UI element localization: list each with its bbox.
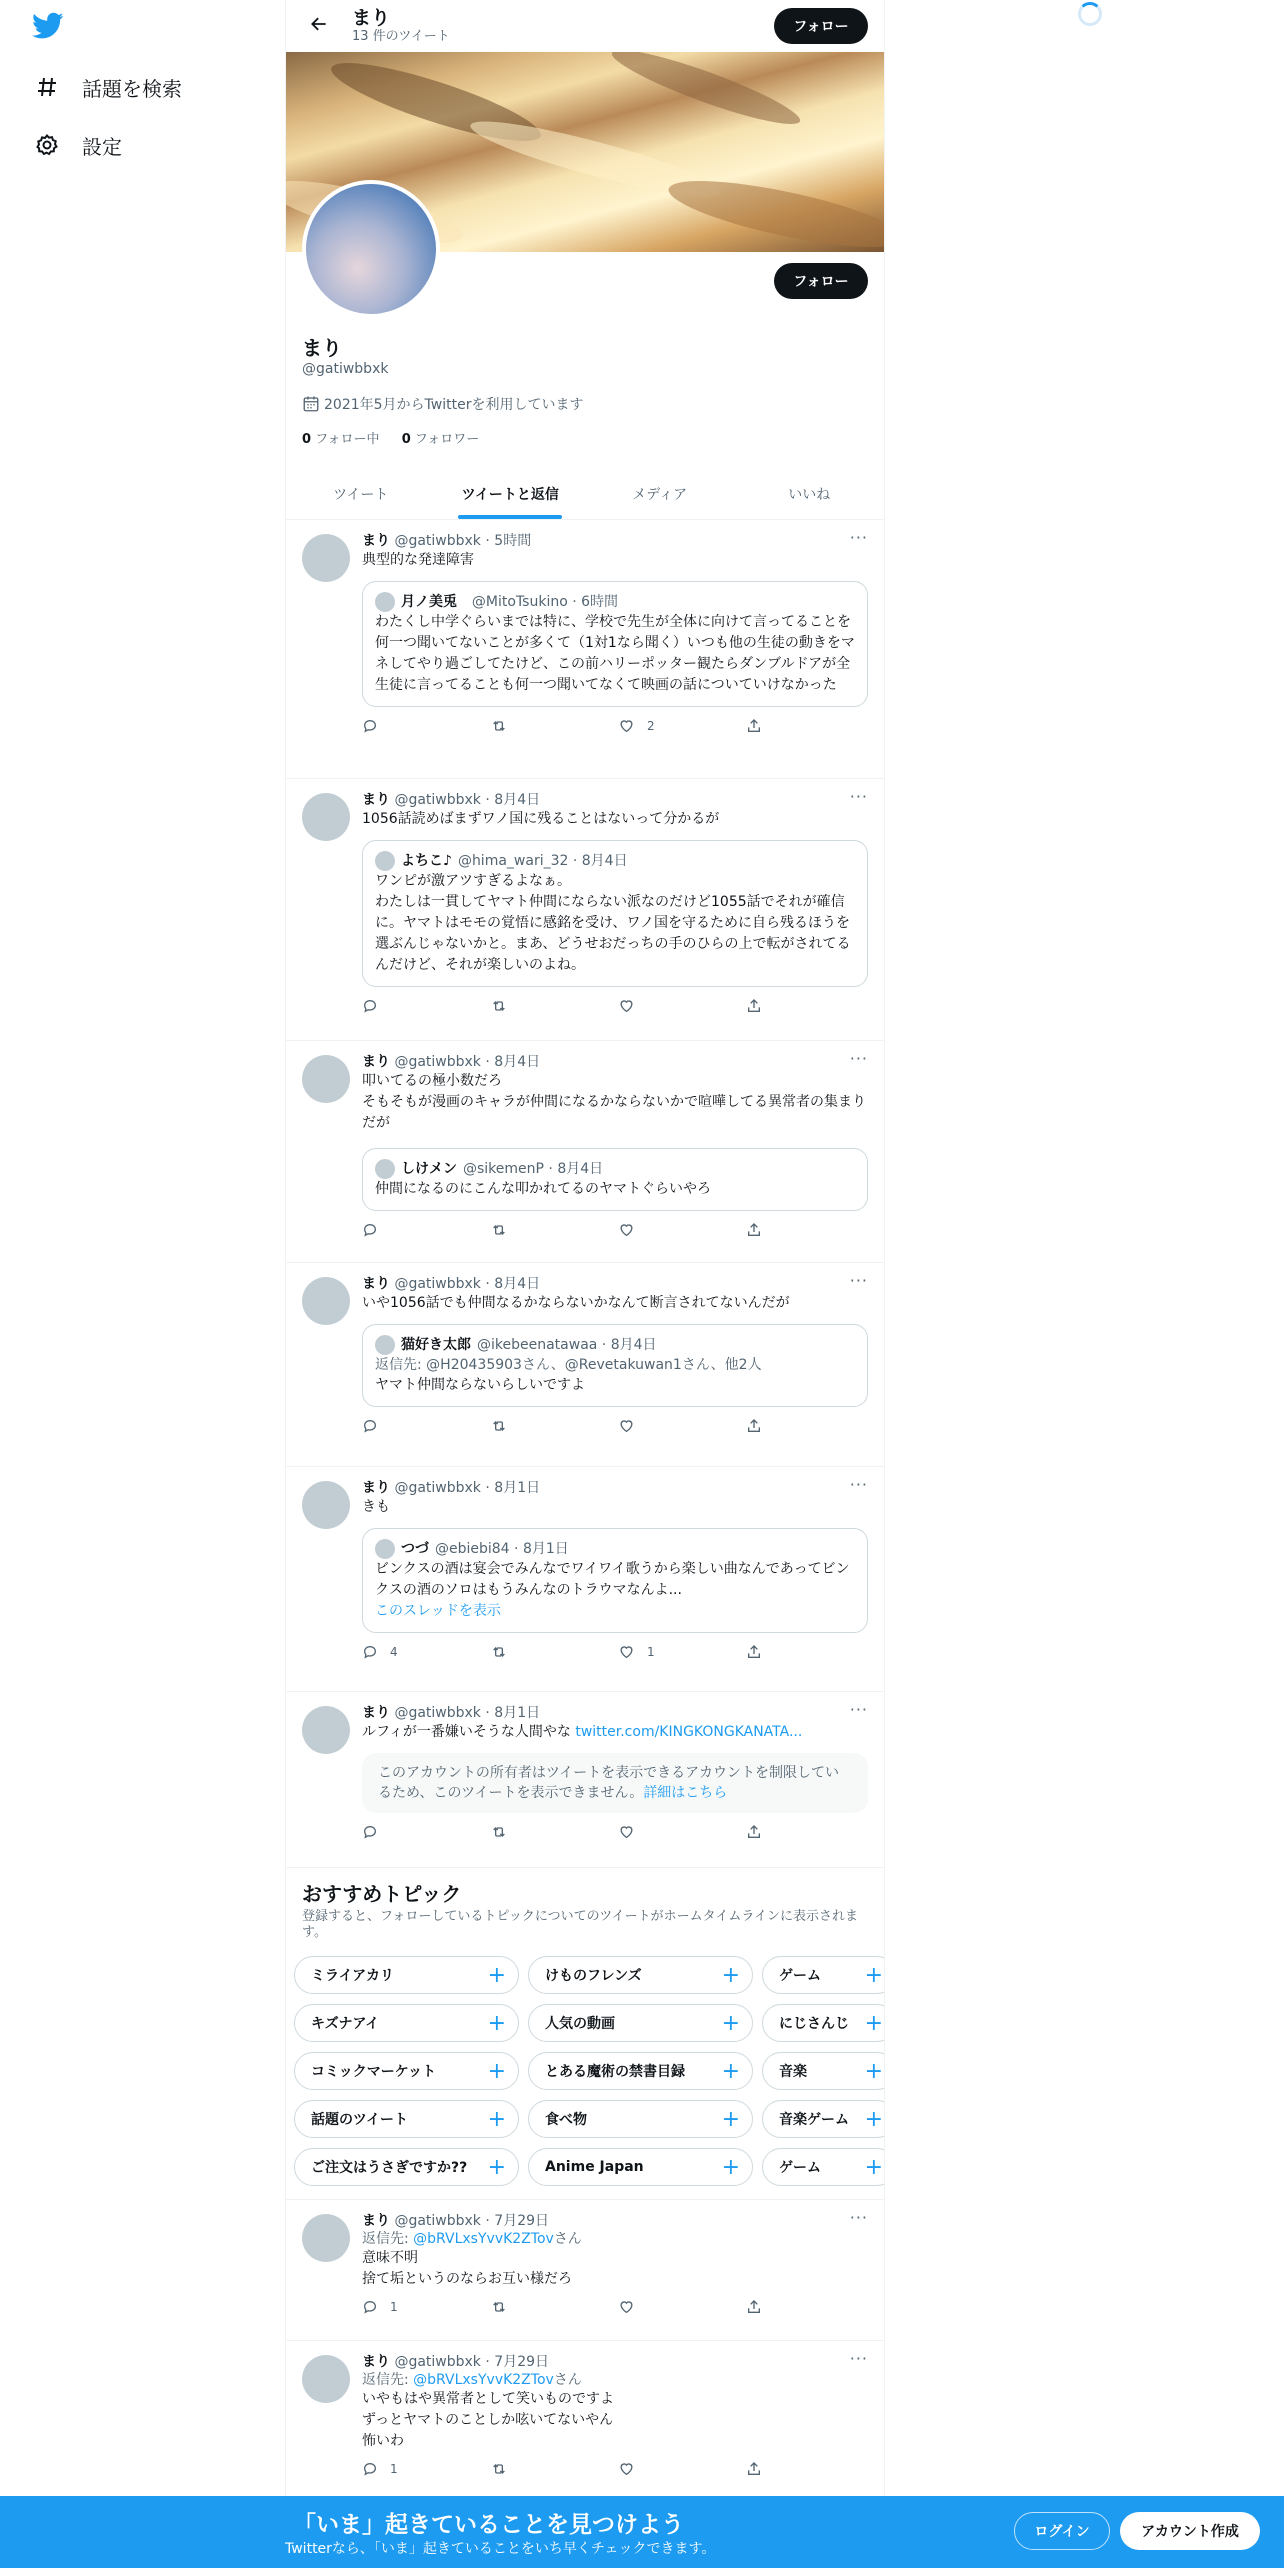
- heart-icon: [618, 998, 635, 1014]
- author-handle[interactable]: @gatiwbbxk: [394, 533, 481, 549]
- plus-icon: +: [864, 1962, 883, 1988]
- tweet-text: いや1056話でも仲間なるかならないかなんて断言されてないんだが: [362, 1295, 790, 1311]
- share-button[interactable]: [746, 2461, 786, 2477]
- reply-icon: [362, 2461, 378, 2477]
- tweet[interactable]: [286, 779, 884, 1041]
- tweet-actions: [362, 2452, 786, 2486]
- tweet-header: まり @gatiwbbxk · 8月4日: [362, 1054, 541, 1070]
- retweet-button[interactable]: [490, 2461, 530, 2477]
- quote-author-name: しけメン: [401, 1161, 457, 1177]
- quote-header: しけメン @sikemenP · 8月4日: [375, 1159, 855, 1179]
- tweet-time[interactable]: 8月4日: [494, 1276, 541, 1292]
- tab-likes[interactable]: いいね: [788, 486, 831, 503]
- retweet-icon: [490, 1644, 508, 1660]
- tweet-text: いやもはや異常者として笑いものですよ ずっとヤマトのことしか呟いてないやん 怖いわ: [362, 2391, 614, 2449]
- signup-banner: [0, 2496, 1284, 2568]
- retweet-button[interactable]: [490, 1222, 530, 1238]
- tweet-actions: [362, 707, 786, 745]
- quoted-tweet[interactable]: [362, 581, 868, 707]
- topic-pill[interactable]: [528, 2052, 753, 2090]
- author-handle[interactable]: @gatiwbbxk: [394, 792, 481, 808]
- quote-author-name: つづ: [401, 1541, 429, 1557]
- topic-pill[interactable]: [762, 2052, 884, 2090]
- tweet-text: 叩いてるの極小数だろ そもそもが漫画のキャラが仲間になるかならないかで喧嘩してる異常者の集まりだが: [362, 1073, 866, 1131]
- tweet-actions: [362, 1407, 786, 1445]
- quote-author-handle: @hima_wari_32: [457, 853, 569, 869]
- reply-icon: [362, 1644, 378, 1660]
- author-name[interactable]: まり: [362, 1276, 390, 1292]
- reply-button[interactable]: [362, 2299, 402, 2315]
- gear-icon: [32, 130, 62, 160]
- calendar-icon: [302, 395, 320, 413]
- profile-info: [286, 336, 884, 447]
- avatar: [375, 1159, 395, 1179]
- tweet-time[interactable]: 8月4日: [494, 1054, 541, 1070]
- share-button[interactable]: [746, 1418, 786, 1434]
- reply-to-handle[interactable]: @bRVLxsYvvK2ZTov: [413, 2372, 554, 2388]
- share-icon: [746, 718, 762, 734]
- plus-icon: +: [721, 2010, 740, 2036]
- nav-explore[interactable]: [32, 67, 182, 107]
- tab-tweets[interactable]: ツイート: [333, 486, 389, 503]
- banner-subtext: Twitterなら、「いま」起きていることをいち早くチェックできます。: [285, 2541, 716, 2557]
- plus-icon: +: [721, 2154, 740, 2180]
- retweet-icon: [490, 1222, 508, 1238]
- tweet-time[interactable]: 7月29日: [494, 2354, 550, 2370]
- avatar[interactable]: [302, 534, 350, 582]
- plus-icon: +: [721, 1962, 740, 1988]
- more-options-icon[interactable]: ···: [849, 2208, 868, 2227]
- topic-label: キズナアイ: [311, 2016, 380, 2032]
- like-button[interactable]: [618, 1644, 658, 1660]
- topic-row: [294, 2100, 884, 2138]
- quote-text: ビンクスの酒は宴会でみんなでワイワイ歌うから楽しい曲なんであってビンクスの酒のソロはもうみんなのトラウマなんよ...: [375, 1561, 850, 1598]
- tweet-time[interactable]: 8月4日: [494, 792, 541, 808]
- retweet-icon: [490, 2461, 508, 2477]
- more-options-icon[interactable]: ···: [849, 1271, 868, 1290]
- avatar: [375, 1539, 395, 1559]
- topic-row: [294, 1956, 884, 1994]
- tweet-header: まり @gatiwbbxk · 8月1日: [362, 1705, 541, 1721]
- topic-pill[interactable]: [528, 2004, 753, 2042]
- heart-icon: [618, 1824, 635, 1840]
- quote-time: 8月1日: [522, 1541, 569, 1557]
- reply-button[interactable]: [362, 718, 402, 734]
- quote-header: 猫好き太郎 @ikebeenatawaa · 8月4日: [375, 1335, 855, 1355]
- plus-icon: +: [864, 2058, 883, 2084]
- following-link[interactable]: [302, 432, 380, 447]
- reply-icon: [362, 1418, 378, 1434]
- header-title: まり: [352, 7, 391, 29]
- retweet-button[interactable]: [490, 1824, 530, 1840]
- reply-to-line: [362, 2230, 868, 2248]
- tweet-header: まり @gatiwbbxk · 7月29日: [362, 2354, 550, 2370]
- avatar[interactable]: [302, 1277, 350, 1325]
- heart-icon: [618, 2299, 635, 2315]
- topic-pill[interactable]: [762, 2004, 884, 2042]
- author-handle[interactable]: @gatiwbbxk: [394, 1054, 481, 1070]
- tweet-link[interactable]: twitter.com/KINGKONGKANATA...: [575, 1724, 803, 1740]
- signup-button[interactable]: アカウント作成: [1120, 2512, 1260, 2550]
- topic-pill[interactable]: [762, 2100, 884, 2138]
- tweet-text: きも: [362, 1499, 390, 1515]
- quote-text: ワンピが激アツすぎるよなぁ。 わたしは一貫してヤマト仲間にならない派なのだけど1055話でそれが確信に。ヤマトはモモの覚悟に感銘を受け、ワノ国を守るために自ら残るほうを選ぶんじゃないかと。まあ、どうせおだっちの手のひらの上で転がされてるんだけど、それが楽しいのよね。: [375, 873, 851, 973]
- author-name[interactable]: まり: [362, 792, 390, 808]
- heart-icon: [618, 1418, 635, 1434]
- joined-date: [302, 394, 868, 414]
- reply-count: 4: [390, 1645, 398, 1659]
- reply-prefix: 返信先:: [362, 2231, 414, 2247]
- tweet-time[interactable]: 8月1日: [494, 1480, 541, 1496]
- nav-settings[interactable]: [32, 125, 122, 165]
- reply-tweet[interactable]: [286, 2341, 884, 2501]
- share-button[interactable]: [746, 718, 786, 734]
- tweet[interactable]: [286, 1263, 884, 1467]
- heart-icon: [618, 1222, 635, 1238]
- quote-text: 仲間になるのにこんな叩かれてるのヤマトぐらいやろ: [375, 1181, 711, 1197]
- author-handle[interactable]: @gatiwbbxk: [394, 1705, 481, 1721]
- reply-button[interactable]: [362, 2461, 402, 2477]
- avatar[interactable]: [302, 2355, 350, 2403]
- reply-tweet[interactable]: [286, 2200, 884, 2341]
- quote-reply-to: 返信先: @H20435903さん、@Revetakuwan1さん、他2人: [375, 1357, 762, 1373]
- reply-to-line: [362, 2371, 868, 2389]
- author-name[interactable]: まり: [362, 533, 390, 549]
- topic-row: [294, 2052, 884, 2090]
- retweet-icon: [490, 998, 508, 1014]
- quote-header: よちこ♪ @hima_wari_32 · 8月4日: [375, 851, 855, 871]
- topic-pill[interactable]: [762, 1956, 884, 1994]
- topic-label: 音楽: [779, 2064, 807, 2080]
- plus-icon: +: [487, 1962, 506, 1988]
- share-button[interactable]: [746, 1644, 786, 1660]
- author-handle[interactable]: @gatiwbbxk: [394, 1276, 481, 1292]
- learn-more-link[interactable]: 詳細はこちら: [643, 1785, 728, 1801]
- nav-explore-label: 話題を検索: [82, 76, 182, 101]
- heart-icon: [618, 1644, 635, 1660]
- quote-author-name: 月ノ美兎: [401, 594, 457, 610]
- reply-button[interactable]: [362, 1644, 402, 1660]
- avatar[interactable]: [302, 1055, 350, 1103]
- plus-icon: +: [721, 2058, 740, 2084]
- quoted-tweet[interactable]: [362, 840, 868, 987]
- topic-label: 食べ物: [545, 2112, 587, 2128]
- plus-icon: +: [487, 2154, 506, 2180]
- tweet[interactable]: [286, 520, 884, 779]
- topic-label: 音楽ゲーム: [779, 2112, 849, 2128]
- author-name[interactable]: まり: [362, 1705, 390, 1721]
- tab-media[interactable]: メディア: [632, 486, 688, 503]
- profile-header-bar: [286, 0, 884, 52]
- plus-icon: +: [864, 2010, 883, 2036]
- quote-header: つづ @ebiebi84 · 8月1日: [375, 1539, 855, 1559]
- like-button[interactable]: [618, 998, 658, 1014]
- banner-headline: 「いま」起きていることを見つけよう: [293, 2512, 684, 2538]
- like-button[interactable]: [618, 1418, 658, 1434]
- tweet-actions: [362, 1211, 786, 1249]
- retweet-icon: [490, 718, 508, 734]
- avatar[interactable]: [302, 793, 350, 841]
- topic-label: ゲーム: [779, 1968, 821, 1984]
- plus-icon: +: [864, 2106, 883, 2132]
- author-name[interactable]: まり: [362, 1054, 390, 1070]
- tweet-actions: [362, 987, 786, 1025]
- plus-icon: +: [864, 2154, 883, 2180]
- tweet-count: 13 件のツイート: [352, 29, 450, 44]
- hashtag-icon: [32, 72, 62, 102]
- like-button[interactable]: [618, 2299, 658, 2315]
- share-button[interactable]: [746, 998, 786, 1014]
- heart-icon: [618, 718, 635, 734]
- tweet[interactable]: [286, 1041, 884, 1263]
- reply-icon: [362, 1222, 378, 1238]
- share-icon: [746, 2299, 762, 2315]
- avatar[interactable]: [302, 1481, 350, 1529]
- followers-label: フォロワー: [414, 432, 480, 447]
- reply-icon: [362, 2299, 378, 2315]
- quote-text: ヤマト仲間ならないらしいですよ: [375, 1377, 585, 1393]
- more-options-icon[interactable]: ···: [849, 528, 868, 547]
- tweet-actions: [362, 2290, 786, 2324]
- topic-row: [294, 2148, 884, 2186]
- quote-author-handle: @ebiebi84: [435, 1541, 510, 1557]
- quote-time: 8月4日: [557, 1161, 604, 1177]
- follow-counts: [302, 428, 868, 447]
- tweet-text-body: ルフィが一番嫌いそうな人間やな: [362, 1724, 576, 1740]
- tweet-header: まり @gatiwbbxk · 8月1日: [362, 1480, 541, 1496]
- tweet-header: まり @gatiwbbxk · 5時間: [362, 533, 532, 549]
- tweet-text: 典型的な発達障害: [362, 552, 474, 568]
- profile-name: まり: [302, 336, 342, 360]
- show-thread-link[interactable]: このスレッドを表示: [375, 1603, 501, 1619]
- topic-pill[interactable]: [762, 2148, 884, 2186]
- unavailable-tweet-notice: [362, 1753, 868, 1813]
- topic-label: コミックマーケット: [311, 2064, 437, 2080]
- share-button[interactable]: [746, 2299, 786, 2315]
- reply-suffix: さん: [553, 2231, 582, 2247]
- share-icon: [746, 2461, 762, 2477]
- topics-title: おすすめトピック: [302, 1882, 462, 1906]
- plus-icon: +: [487, 2106, 506, 2132]
- retweet-button[interactable]: [490, 998, 530, 1014]
- reply-icon: [362, 1824, 378, 1840]
- share-icon: [746, 1418, 762, 1434]
- profile-avatar[interactable]: [302, 180, 440, 318]
- tweet-text: 意味不明 捨て垢というのならお互い様だろ: [362, 2250, 572, 2287]
- share-icon: [746, 1824, 762, 1840]
- avatar: [375, 1335, 395, 1355]
- tweet[interactable]: [286, 1467, 884, 1692]
- reply-count: 1: [390, 2462, 398, 2476]
- nav-settings-label: 設定: [82, 134, 122, 159]
- quote-author-handle: @ikebeenatawaa: [477, 1337, 598, 1353]
- topic-label: にじさんじ: [779, 2016, 849, 2032]
- quote-time: 8月4日: [610, 1337, 657, 1353]
- plus-icon: +: [487, 2058, 506, 2084]
- quoted-tweet[interactable]: [362, 1528, 868, 1633]
- reply-prefix: 返信先:: [362, 2372, 414, 2388]
- joined-text: 2021年5月からTwitterを利用しています: [324, 397, 584, 413]
- following-count: 0: [302, 432, 312, 447]
- plus-icon: +: [721, 2106, 740, 2132]
- reply-to-handle[interactable]: @bRVLxsYvvK2ZTov: [413, 2231, 554, 2247]
- author-name[interactable]: まり: [362, 2354, 390, 2370]
- topic-pill[interactable]: [294, 1956, 519, 1994]
- tweet-time[interactable]: 5時間: [494, 533, 532, 549]
- profile-column: [285, 0, 885, 2568]
- more-options-icon[interactable]: ···: [849, 787, 868, 806]
- quote-author-name: 猫好き太郎: [401, 1337, 471, 1353]
- quoted-tweet[interactable]: [362, 1324, 868, 1407]
- followers-count: 0: [401, 432, 411, 447]
- loading-spinner-icon: [1078, 2, 1102, 26]
- tweet-actions: [362, 1633, 786, 1671]
- plus-icon: +: [487, 2010, 506, 2036]
- retweet-button[interactable]: [490, 1644, 530, 1660]
- following-label: フォロー中: [315, 432, 380, 447]
- profile-handle: @gatiwbbxk: [302, 361, 389, 377]
- more-options-icon[interactable]: ···: [849, 1700, 868, 1719]
- retweet-icon: [490, 1418, 508, 1434]
- quoted-tweet[interactable]: [362, 1148, 868, 1211]
- share-button[interactable]: [746, 1824, 786, 1840]
- retweet-button[interactable]: [490, 718, 530, 734]
- reply-button[interactable]: [362, 1418, 402, 1434]
- tweet-header: まり @gatiwbbxk · 8月4日: [362, 792, 541, 808]
- reply-icon: [362, 998, 378, 1014]
- topic-pill[interactable]: [528, 2148, 753, 2186]
- retweet-icon: [490, 2299, 508, 2315]
- avatar: [375, 851, 395, 871]
- more-options-icon[interactable]: ···: [849, 1475, 868, 1494]
- reply-icon: [362, 718, 378, 734]
- quote-text: わたくし中学ぐらいまでは特に、学校で先生が全体に向けて言ってることを何一つ聞いてないことが多くて（1対1なら聞く）いつも他の生徒の動きをマネしてやり過ごしてたけど、この前ハリーポッター観たらダンブルドアが全生徒に言ってることも何一つ聞いてなくて映画の話についていけなかった: [375, 614, 855, 693]
- share-icon: [746, 1644, 762, 1660]
- topic-pill[interactable]: [528, 2100, 753, 2138]
- arrow-left-icon: [309, 14, 329, 38]
- retweet-button[interactable]: [490, 2299, 530, 2315]
- reply-button[interactable]: [362, 1222, 402, 1238]
- topic-pill[interactable]: [294, 2052, 519, 2090]
- tweet[interactable]: [286, 1692, 884, 1868]
- topic-label: 人気の動画: [545, 2016, 615, 2032]
- topic-pill[interactable]: [294, 2100, 519, 2138]
- like-button[interactable]: [618, 1222, 658, 1238]
- quote-author-handle: @MitoTsukino: [471, 594, 568, 610]
- topics-description: 登録すると、フォローしているトピックについてのツイートがホームタイムラインに表示されます。: [302, 1909, 859, 1940]
- topic-label: ゲーム: [779, 2160, 821, 2176]
- share-icon: [746, 998, 762, 1014]
- tweet-header: まり @gatiwbbxk · 7月29日: [362, 2213, 550, 2229]
- topic-row: [294, 2004, 884, 2042]
- topic-label: Anime Japan: [545, 2159, 644, 2175]
- author-handle[interactable]: @gatiwbbxk: [394, 1480, 481, 1496]
- quote-time: 6時間: [581, 594, 619, 610]
- topic-pill[interactable]: [528, 1956, 753, 1994]
- tweet-time[interactable]: 7月29日: [494, 2213, 550, 2229]
- tweet-text: [362, 1722, 868, 1743]
- like-count: 2: [647, 719, 655, 733]
- avatar[interactable]: [302, 2214, 350, 2262]
- avatar: [375, 592, 395, 612]
- tweet-actions: [362, 1813, 786, 1851]
- like-count: 1: [647, 1645, 655, 1659]
- topic-label: とある魔術の禁書目録: [545, 2064, 685, 2080]
- twitter-bird-icon[interactable]: [32, 12, 64, 44]
- topic-pill[interactable]: [294, 2004, 519, 2042]
- tweet-time[interactable]: 8月1日: [494, 1705, 541, 1721]
- quote-time: 8月4日: [581, 853, 628, 869]
- topic-label: ミライアカリ: [311, 1968, 395, 1984]
- retweet-icon: [490, 1824, 508, 1840]
- tab-tweets-and-replies[interactable]: ツイートと返信: [436, 468, 586, 519]
- topic-label: けものフレンズ: [545, 1968, 642, 1984]
- quote-header: 月ノ美兎 @MitoTsukino · 6時間: [375, 592, 855, 612]
- back-button[interactable]: [302, 9, 336, 43]
- profile-follow-button[interactable]: フォロー: [774, 263, 868, 299]
- reply-count: 1: [390, 2300, 398, 2314]
- like-button[interactable]: [618, 1824, 658, 1840]
- recommended-topics: [286, 1868, 884, 2200]
- author-name[interactable]: まり: [362, 2213, 390, 2229]
- heart-icon: [618, 2461, 635, 2477]
- reply-button[interactable]: [362, 998, 402, 1014]
- reply-suffix: さん: [553, 2372, 582, 2388]
- share-icon: [746, 1222, 762, 1238]
- quote-author-name: よちこ♪: [401, 853, 452, 869]
- quote-author-handle: @sikemenP: [463, 1161, 544, 1177]
- reply-button[interactable]: [362, 1824, 402, 1840]
- profile-tabs: [286, 468, 884, 520]
- topic-label: ご注文はうさぎですか??: [311, 2160, 468, 2176]
- like-button[interactable]: [618, 718, 658, 734]
- author-handle[interactable]: @gatiwbbxk: [394, 2213, 481, 2229]
- header-follow-button[interactable]: フォロー: [774, 8, 868, 44]
- retweet-button[interactable]: [490, 1418, 530, 1434]
- followers-link[interactable]: [402, 432, 480, 447]
- tweet-text: 1056話読めばまずワノ国に残ることはないって分かるが: [362, 811, 720, 827]
- author-name[interactable]: まり: [362, 1480, 390, 1496]
- like-button[interactable]: [618, 2461, 658, 2477]
- more-options-icon[interactable]: ···: [849, 2349, 868, 2368]
- author-handle[interactable]: @gatiwbbxk: [394, 2354, 481, 2370]
- share-button[interactable]: [746, 1222, 786, 1238]
- topic-pill[interactable]: [294, 2148, 519, 2186]
- topic-label: 話題のツイート: [311, 2112, 409, 2128]
- tweet-header: まり @gatiwbbxk · 8月4日: [362, 1276, 541, 1292]
- unavailable-text: このアカウントの所有者はツイートを表示できるアカウントを制限しているため、このツイートを表示できません。: [378, 1765, 840, 1801]
- login-button[interactable]: ログイン: [1014, 2512, 1110, 2550]
- more-options-icon[interactable]: ···: [849, 1049, 868, 1068]
- avatar[interactable]: [302, 1706, 350, 1754]
